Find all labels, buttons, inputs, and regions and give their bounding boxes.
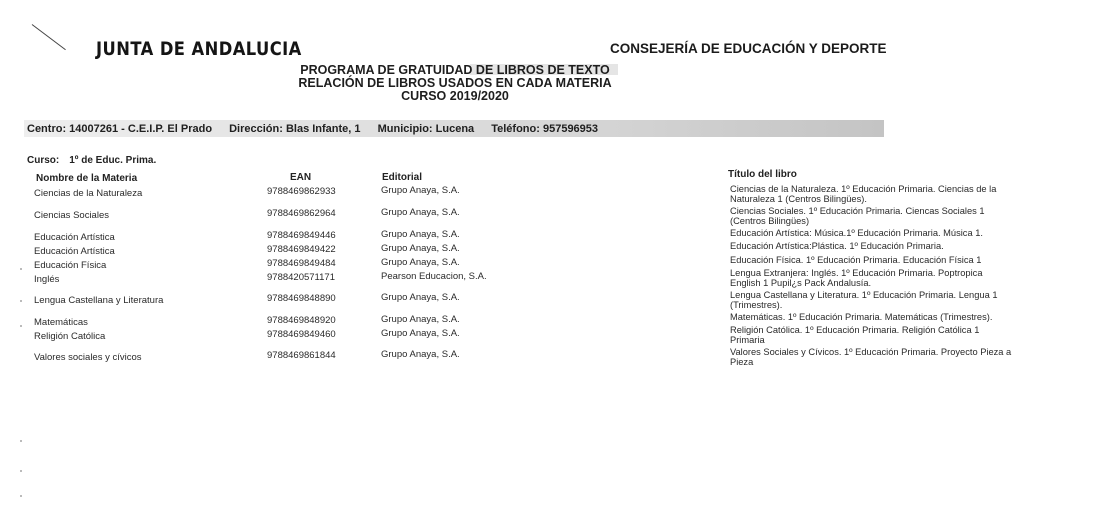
center-info xyxy=(27,123,612,135)
row-materia: Educación Artística xyxy=(34,246,115,257)
scan-speck xyxy=(20,268,22,270)
row-ean: 9788469862933 xyxy=(267,186,336,197)
row-materia: Ciencias Sociales xyxy=(34,210,109,221)
scan-speck xyxy=(20,440,22,442)
row-materia: Lengua Castellana y Literatura xyxy=(34,295,164,306)
scan-speck xyxy=(20,300,22,302)
ministry-title: CONSEJERÍA DE EDUCACIÓN Y DEPORTE xyxy=(610,41,887,56)
row-titulo: Valores Sociales y Cívicos. 1º Educación Primaria. Proyecto Pieza a Pieza xyxy=(730,347,1012,367)
center-address: Dirección: Blas Infante, 1 xyxy=(229,123,361,135)
course-label: Curso: xyxy=(27,155,60,166)
row-titulo: Educación Física. 1º Educación Primaria. Educación Física 1 xyxy=(730,255,982,265)
center-name: Centro: 14007261 - C.E.I.P. El Prado xyxy=(27,123,213,135)
column-header-titulo: Título del libro xyxy=(728,169,797,180)
row-editorial: Grupo Anaya, S.A. xyxy=(381,185,460,196)
row-titulo: Religión Católica. 1º Educación Primaria. Religión Católica 1 Primaria xyxy=(730,325,980,345)
title-line-3: CURSO 2019/2020 xyxy=(401,89,509,103)
row-ean: 9788469849460 xyxy=(267,329,336,340)
scan-mark xyxy=(32,24,66,50)
title-line-1: PROGRAMA DE GRATUIDAD DE LIBROS DE TEXTO xyxy=(300,63,610,77)
row-materia: Ciencias de la Naturaleza xyxy=(34,188,143,199)
row-titulo: Matemáticas. 1º Educación Primaria. Matemáticas (Trimestres). xyxy=(730,312,993,322)
row-ean: 9788469848890 xyxy=(267,293,336,304)
row-ean: 9788469861844 xyxy=(267,350,336,361)
row-editorial: Grupo Anaya, S.A. xyxy=(381,207,460,218)
scan-speck xyxy=(20,470,22,472)
row-titulo: Lengua Extranjera: Inglés. 1º Educación Primaria. Poptropica English 1 Pupil¿s Pack Andalusía. xyxy=(730,268,983,288)
row-editorial: Grupo Anaya, S.A. xyxy=(381,314,460,325)
row-materia: Educación Física xyxy=(34,260,107,271)
course-line xyxy=(27,155,156,166)
row-titulo: Ciencias de la Naturaleza. 1º Educación Primaria. Ciencias de la Naturaleza 1 (Centros Bilingües). xyxy=(730,184,997,204)
scan-speck xyxy=(20,325,22,327)
row-materia: Inglés xyxy=(34,274,60,285)
row-titulo: Ciencias Sociales. 1º Educación Primaria. Ciencas Sociales 1 (Centros Bilingües) xyxy=(730,206,985,226)
row-ean: 9788469849484 xyxy=(267,258,336,269)
row-ean: 9788469848920 xyxy=(267,315,336,326)
row-materia: Educación Artística xyxy=(34,232,115,243)
column-header-ean: EAN xyxy=(290,172,312,183)
row-materia: Religión Católica xyxy=(34,331,106,342)
row-editorial: Grupo Anaya, S.A. xyxy=(381,243,460,254)
title-line-2: RELACIÓN DE LIBROS USADOS EN CADA MATERIA xyxy=(298,76,612,90)
row-ean: 9788469862964 xyxy=(267,208,336,219)
document-title xyxy=(280,64,630,103)
row-titulo: Educación Artística: Música.1º Educación Primaria. Música 1. xyxy=(730,228,983,238)
row-editorial: Grupo Anaya, S.A. xyxy=(381,292,460,303)
logo-text: JUNTA DE ANDALUCIA xyxy=(96,38,302,60)
row-editorial: Grupo Anaya, S.A. xyxy=(381,349,460,360)
row-editorial: Grupo Anaya, S.A. xyxy=(381,257,460,268)
row-materia: Matemáticas xyxy=(34,317,88,328)
center-phone: Teléfono: 957596953 xyxy=(491,123,599,135)
row-titulo: Educación Artística:Plástica. 1º Educación Primaria. xyxy=(730,241,944,251)
center-municipality: Municipio: Lucena xyxy=(377,123,475,135)
row-ean: 9788420571171 xyxy=(267,272,335,283)
course-value: 1º de Educ. Prima. xyxy=(69,155,157,166)
row-editorial: Grupo Anaya, S.A. xyxy=(381,328,460,339)
row-ean: 9788469849422 xyxy=(267,244,336,255)
row-titulo: Lengua Castellana y Literatura. 1º Educación Primaria. Lengua 1 (Trimestres). xyxy=(730,290,998,310)
row-editorial: Grupo Anaya, S.A. xyxy=(381,229,460,240)
row-materia: Valores sociales y cívicos xyxy=(34,352,142,363)
row-ean: 9788469849446 xyxy=(267,230,336,241)
row-editorial: Pearson Educacion, S.A. xyxy=(381,271,487,282)
column-header-editorial: Editorial xyxy=(382,172,423,183)
column-header-materia: Nombre de la Materia xyxy=(36,173,138,184)
scan-speck xyxy=(20,495,22,497)
